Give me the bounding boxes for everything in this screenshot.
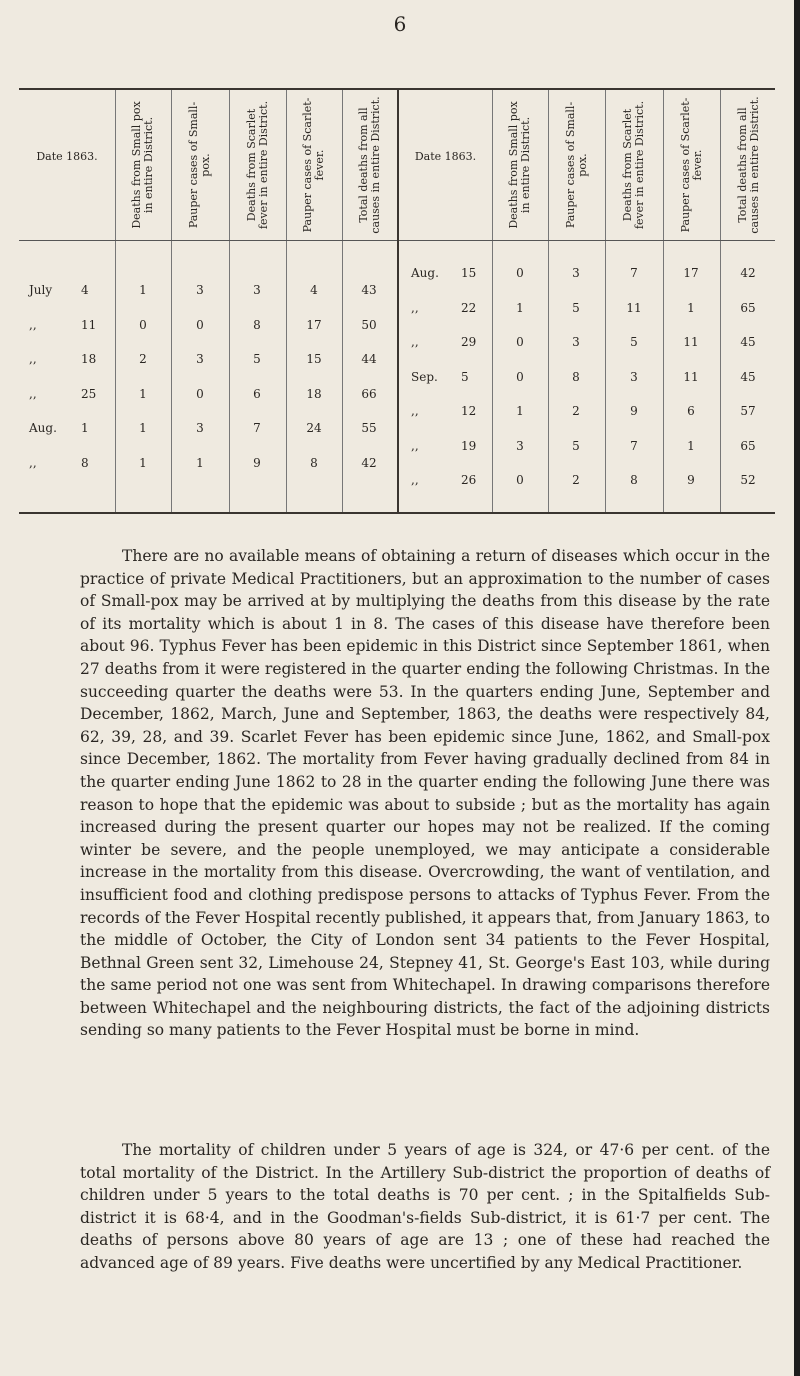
table-cell: 9 [253,455,261,470]
table-row-day: 12 [461,404,477,418]
table-cell: 11 [683,369,699,384]
table-cell: 1 [139,386,147,401]
table-cell: 7 [630,266,638,280]
table-cell: 3 [572,266,580,280]
table-right-half [397,90,777,512]
table-row-month: ,, [29,455,37,470]
table-cell: 11 [683,335,699,349]
table-cell: 43 [361,283,377,297]
header-scarlet-deaths: Deaths from Scarlet fever in entire District. [244,100,270,230]
table-cell: 1 [687,300,695,315]
table-row-month: ,, [411,300,419,315]
header-total-deaths: Total deaths from all causes in entire District. [356,96,382,234]
table-left-half [19,90,397,512]
table-row-month: ,, [29,352,37,366]
table-cell: 0 [516,473,524,487]
header-smallpox-pauper: Pauper cases of Small-pox. [563,101,589,229]
table-cell: 1 [196,455,204,470]
table-row-day: 18 [81,352,97,366]
table-cell: 15 [306,352,322,366]
paragraph-child-mortality: The mortality of children under 5 years of age is 324, or 47·6 per cent. of the total mortality of the District. In the Artillery Sub-district the proportion of deaths of children under 5 years to the total deaths is 70 per cent. ; in the Spitalfields Sub-district it is 68·4, and in the Goodman's-fields Sub-district, it is 61·7 per cent. The deaths of persons above 80 years of age are 13 ; one of these had reached the advanced age of 89 years. Five deaths were uncertified by any Medical Practitioner. [80,1141,770,1272]
table-cell: 0 [196,386,204,401]
table-cell: 9 [630,404,638,418]
header-smallpox-pauper: Pauper cases of Small-pox. [187,101,212,229]
table-row-month: ,, [411,438,419,453]
table-row-day: 4 [81,283,89,297]
table-row-day: 15 [461,266,477,280]
table-row-day: 8 [81,455,89,470]
table-cell: 1 [516,300,524,315]
table-cell: 3 [572,335,580,349]
page-number: 6 [393,12,407,36]
table-cell: 42 [361,455,377,470]
table-cell: 1 [139,455,147,470]
table-cell: 2 [572,404,580,418]
table-cell: 8 [253,317,261,332]
table-cell: 0 [196,317,204,332]
table-cell: 3 [196,421,204,435]
table-cell: 17 [683,266,699,280]
table-cell: 0 [516,369,524,384]
table-cell: 5 [572,438,580,453]
table-cell: 65 [740,438,756,453]
table-cell: 45 [740,369,756,384]
table-cell: 55 [361,421,377,435]
table-cell: 24 [306,421,322,435]
table-cell: 2 [572,473,580,487]
table-row-day: 1 [81,421,89,435]
table-row-month: July [29,283,53,297]
table-row-month: Aug. [29,421,57,435]
table-row-day: 19 [461,438,477,453]
table-cell: 6 [253,386,261,401]
table-cell: 3 [516,438,524,453]
table-cell: 5 [630,335,638,349]
table-row-day: 25 [81,386,97,401]
table-row-month: ,, [29,317,37,332]
page-edge [794,0,800,1376]
header-scarlet-deaths: Deaths from Scarlet fever in entire District. [621,100,646,230]
header-scarlet-pauper: Pauper cases of Scarlet-fever. [678,97,704,233]
table-row-day: 22 [461,300,477,315]
table-row-month: Sep. [411,369,438,384]
table-cell: 8 [630,473,638,487]
table-cell: 66 [361,386,377,401]
table-cell: 52 [740,473,756,487]
table-cell: 5 [572,300,580,315]
table-cell: 3 [196,352,204,366]
header-smallpox-deaths: Deaths from Small pox in entire District. [130,101,155,229]
table-cell: 7 [630,438,638,453]
table-cell: 3 [253,283,261,297]
table-cell: 8 [310,455,318,470]
table-cell: 6 [687,404,695,418]
table-row-month: Aug. [411,266,439,280]
date-header-label: Date 1863. [36,150,98,163]
header-smallpox-deaths: Deaths from Small pox in entire District. [507,101,532,229]
table-row-month: ,, [29,386,37,401]
table-cell: 2 [139,352,147,366]
table-row-day: 29 [461,335,477,349]
table-cell: 9 [687,473,695,487]
table-cell: 1 [516,404,524,418]
table-cell: 17 [306,317,322,332]
mortality-table [19,88,775,514]
table-cell: 1 [687,438,695,453]
table-row-day: 11 [81,317,97,332]
table-cell: 3 [196,283,204,297]
table-cell: 7 [253,421,261,435]
table-cell: 1 [139,283,147,297]
table-cell: 45 [740,335,756,349]
table-cell: 1 [139,421,147,435]
table-cell: 42 [740,266,756,280]
table-cell: 44 [361,352,377,366]
table-row-month: ,, [411,473,419,487]
table-cell: 0 [516,266,524,280]
table-row-month: ,, [411,404,419,418]
table-cell: 8 [572,369,580,384]
table-cell: 0 [516,335,524,349]
table-cell: 57 [740,404,756,418]
paragraph-typhus: There are no available means of obtaining a return of diseases which occur in the practice of private Medical Practitioners, but an approximation to the number of cases of Small-pox may be arrived at by multiplying the deaths from this disease by the rate of its mortality which is about 1 in 8. The cases of this disease have therefore been about 96. Typhus Fever has been epidemic in this District since September 1861, when 27 deaths from it were registered in the quarter ending the following Christmas. In the succeeding quarter the deaths were 53. In the quarters ending June, September and December, 1862, March, June and September, 1863, the deaths were respectively 84, 62, 39, 28, and 39. Scarlet Fever has been epidemic since June, 1862, and Small-pox since December, 1862. The mortality from Fever having gradually declined from 84 in the quarter ending June 1862 to 28 in the quarter ending the following June there was reason to hope that the epidemic was about to subside ; but as the mortality has again increased during the present quarter our hopes may not be realized. If the coming winter be severe, and the people unemployed, we may anticipate a considerable increase in the mortality from this disease. Overcrowding, the want of ventilation, and insufficient food and clothing predispose persons to attacks of Typhus Fever. From the records of the Fever Hospital recently published, it appears that, from January 1863, to the middle of October, the City of London sent 34 patients to the Fever Hospital, Bethnal Green sent 32, Limehouse 24, Stepney 41, St. George's East 103, while during the same period not one was sent from Whitechapel. In drawing comparisons therefore between Whitechapel and the neighbouring districts, the fact of the adjoining districts sending so many patients to the Fever Hospital must be borne in mind. [80,547,770,1040]
table-row-day: 5 [461,369,469,384]
table-row-month: ,, [411,335,419,349]
table-cell: 0 [139,317,147,332]
table-row-day: 26 [461,473,477,487]
table-cell: 50 [361,317,377,332]
table-cell: 3 [630,369,638,384]
table-cell: 65 [740,300,756,315]
date-header-label: Date 1863. [414,150,477,163]
table-cell: 18 [306,386,322,401]
table-cell: 4 [310,283,318,297]
table-cell: 5 [253,352,261,366]
header-total-deaths: Total deaths from all causes in entire District. [735,96,761,234]
table-cell: 11 [626,300,642,315]
header-scarlet-pauper: Pauper cases of Scarlet-fever. [301,97,326,233]
